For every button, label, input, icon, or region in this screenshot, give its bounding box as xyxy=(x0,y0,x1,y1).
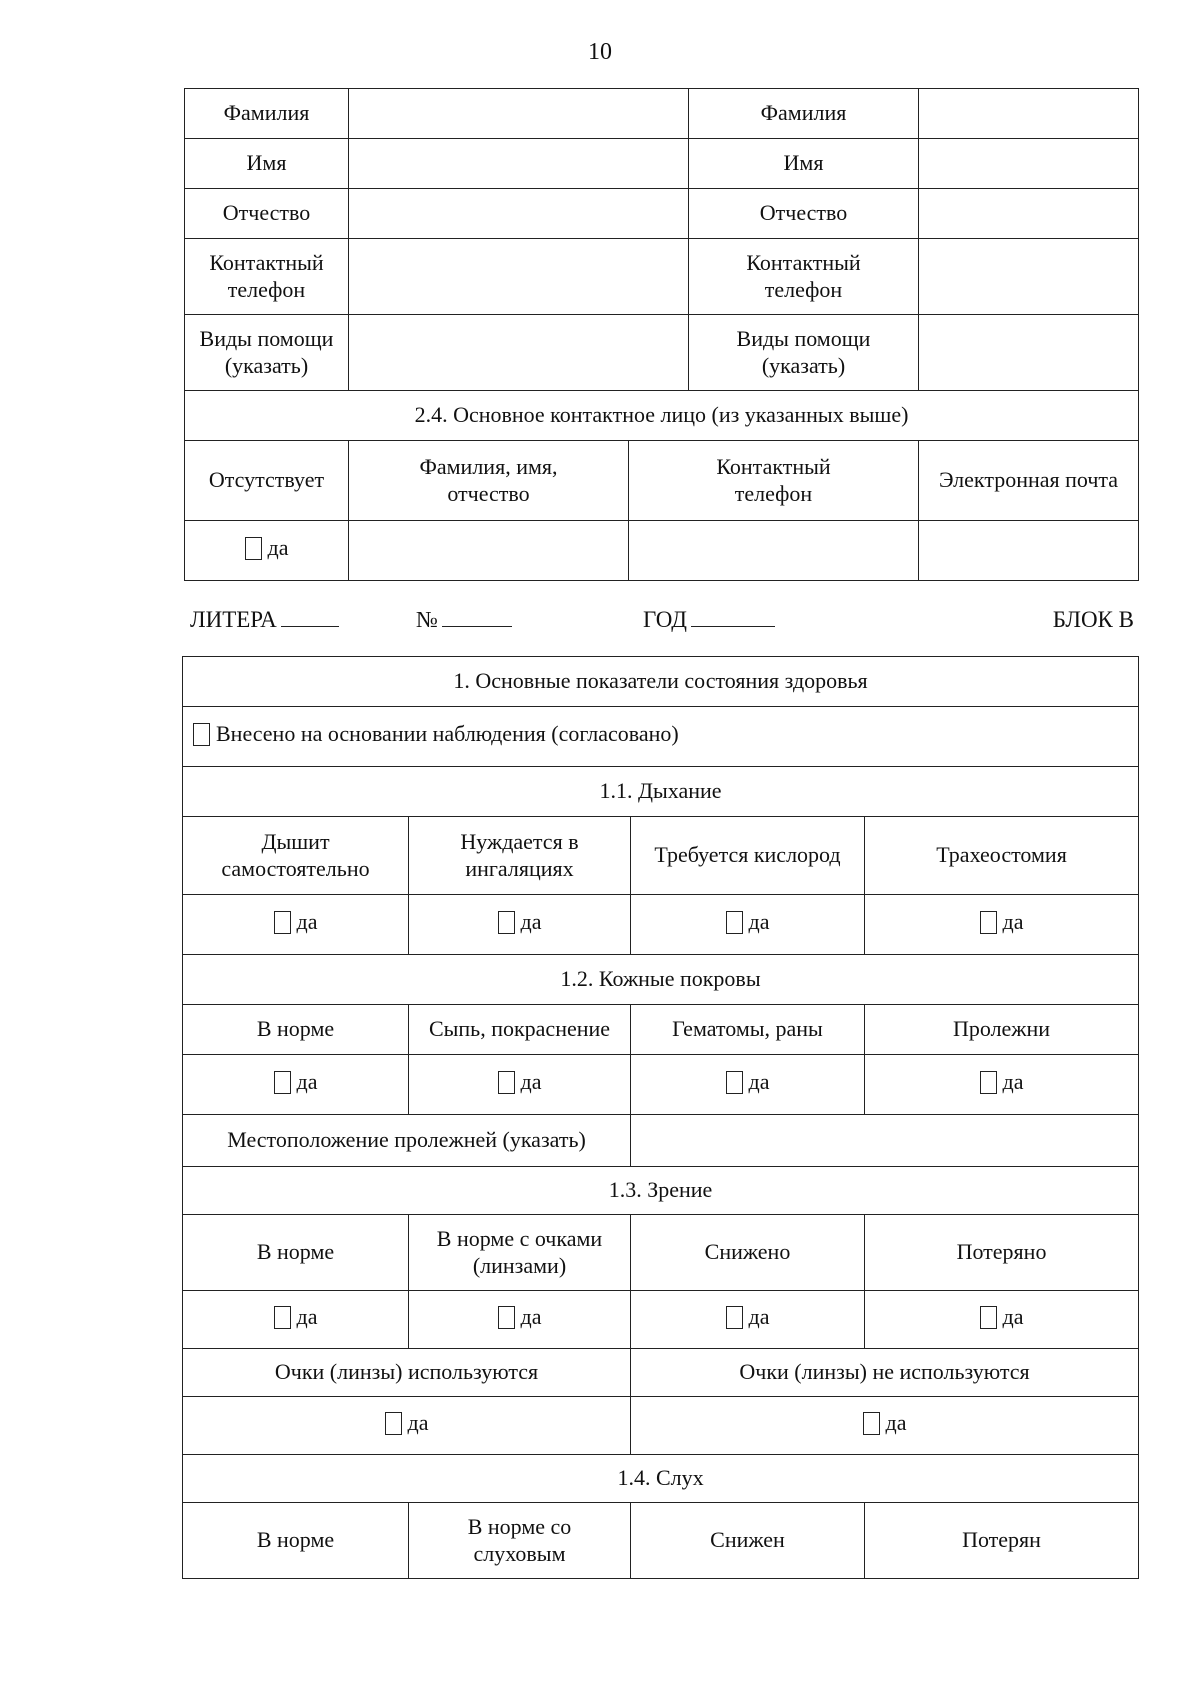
contact1-surname-label: Фамилия xyxy=(185,89,349,139)
vision-glasses-checkbox[interactable] xyxy=(498,1306,515,1329)
checkbox-label: да xyxy=(267,534,289,560)
number-label: № xyxy=(416,607,438,632)
skin-normal-label: В норме xyxy=(183,1005,409,1055)
main-contact-absent-checkbox[interactable] xyxy=(245,537,262,560)
main-contact-fio-label xyxy=(349,441,629,521)
hearing-lost-label: Потерян xyxy=(865,1503,1139,1579)
vision-normal-checkbox-group[interactable] xyxy=(274,1304,318,1330)
checkbox-label: да xyxy=(748,1068,770,1094)
main-contact-email-label: Электронная почта xyxy=(919,441,1139,521)
breathing-inhalation-checkbox-group[interactable] xyxy=(498,909,542,935)
hearing-aid-label xyxy=(409,1503,631,1579)
breathing-oxygen-checkbox-group[interactable] xyxy=(726,909,770,935)
skin-bedsores-label: Пролежни xyxy=(865,1005,1139,1055)
vision-normal-checkbox[interactable] xyxy=(274,1306,291,1329)
checkbox-label: да xyxy=(520,1303,542,1329)
contact1-name-label: Имя xyxy=(185,139,349,189)
main-contact-phone-line2: телефон xyxy=(734,480,813,506)
skin-title: 1.2. Кожные покровы xyxy=(183,955,1139,1005)
skin-wounds-checkbox[interactable] xyxy=(726,1071,743,1094)
contact1-help-label-line2: (указать) xyxy=(224,352,309,378)
skin-rash-checkbox-group[interactable] xyxy=(498,1069,542,1095)
checkbox-label: да xyxy=(748,908,770,934)
glasses-not-used-cell xyxy=(631,1397,1139,1455)
contact1-phone-label-line1: Контактный xyxy=(209,250,324,276)
contact1-phone-field[interactable] xyxy=(349,239,689,315)
glasses-used-checkbox-group[interactable] xyxy=(385,1410,429,1436)
main-contact-phone-line1: Контактный xyxy=(716,454,831,480)
glasses-not-used-checkbox-group[interactable] xyxy=(863,1410,907,1436)
contact1-surname-field[interactable] xyxy=(349,89,689,139)
number-blank[interactable] xyxy=(442,606,512,627)
breathing-self-line2: самостоятельно xyxy=(221,855,370,881)
year-group xyxy=(643,606,775,634)
main-contact-fio-field[interactable] xyxy=(349,521,629,581)
skin-wounds-label: Гематомы, раны xyxy=(631,1005,865,1055)
breathing-inhalation-cell xyxy=(409,895,631,955)
litera-group xyxy=(190,606,339,634)
skin-rash-checkbox[interactable] xyxy=(498,1071,515,1094)
hearing-aid-line2: слуховым xyxy=(473,1540,566,1566)
vision-reduced-checkbox[interactable] xyxy=(726,1306,743,1329)
breathing-title: 1.1. Дыхание xyxy=(183,767,1139,817)
contact1-phone-label xyxy=(185,239,349,315)
vision-glasses-checkbox-group[interactable] xyxy=(498,1304,542,1330)
main-contact-absent-cell xyxy=(185,521,349,581)
glasses-used-cell xyxy=(183,1397,631,1455)
breathing-oxygen-label: Требуется кислород xyxy=(631,817,865,895)
hearing-aid-line1: В норме со xyxy=(467,1514,572,1540)
main-contact-absent-label: Отсутствует xyxy=(185,441,349,521)
vision-lost-checkbox-group[interactable] xyxy=(980,1304,1024,1330)
section-title: 1. Основные показатели состояния здоровья xyxy=(183,657,1139,707)
contact1-patronymic-field[interactable] xyxy=(349,189,689,239)
vision-glasses-cell xyxy=(409,1291,631,1349)
checkbox-label: да xyxy=(1002,1068,1024,1094)
observed-label: Внесено на основании наблюдения (согласовано) xyxy=(216,720,679,746)
breathing-tracheostomy-checkbox-group[interactable] xyxy=(980,909,1024,935)
skin-bedsores-cell xyxy=(865,1055,1139,1115)
main-contact-header: 2.4. Основное контактное лицо (из указанных выше) xyxy=(185,391,1139,441)
contact2-help-label-line1: Виды помощи xyxy=(736,326,871,352)
hearing-reduced-label: Снижен xyxy=(631,1503,865,1579)
breathing-self-line1: Дышит xyxy=(261,829,330,855)
breathing-self-label xyxy=(183,817,409,895)
breathing-inhalation-checkbox[interactable] xyxy=(498,911,515,934)
checkbox-label: да xyxy=(407,1409,429,1435)
main-contact-email-field[interactable] xyxy=(919,521,1139,581)
contact2-help-label-line2: (указать) xyxy=(761,352,846,378)
checkbox-label: да xyxy=(1002,1303,1024,1329)
glasses-used-checkbox[interactable] xyxy=(385,1412,402,1435)
vision-reduced-cell xyxy=(631,1291,865,1349)
contact2-help-label xyxy=(689,315,919,391)
skin-normal-cell xyxy=(183,1055,409,1115)
number-group xyxy=(416,606,512,634)
contact2-name-field[interactable] xyxy=(919,139,1139,189)
breathing-self-checkbox[interactable] xyxy=(274,911,291,934)
form-id-line xyxy=(190,606,1134,640)
vision-normal-label: В норме xyxy=(183,1215,409,1291)
litera-label: ЛИТЕРА xyxy=(190,607,277,632)
skin-normal-checkbox-group[interactable] xyxy=(274,1069,318,1095)
breathing-inhalation-line2: ингаляциях xyxy=(465,855,574,881)
main-contact-fio-line2: отчество xyxy=(447,480,530,506)
vision-title: 1.3. Зрение xyxy=(183,1167,1139,1215)
breathing-self-cell xyxy=(183,895,409,955)
breathing-inhalation-line1: Нуждается в xyxy=(460,829,579,855)
contact2-help-field[interactable] xyxy=(919,315,1139,391)
vision-lost-cell xyxy=(865,1291,1139,1349)
bedsores-location-label: Местоположение пролежней (указать) xyxy=(183,1115,631,1167)
glasses-not-used-label: Очки (линзы) не используются xyxy=(631,1349,1139,1397)
main-contact-phone-field[interactable] xyxy=(629,521,919,581)
health-block-table xyxy=(182,656,1139,1579)
year-label: ГОД xyxy=(643,607,687,632)
breathing-tracheostomy-label: Трахеостомия xyxy=(865,817,1139,895)
skin-wounds-checkbox-group[interactable] xyxy=(726,1069,770,1095)
hearing-title: 1.4. Слух xyxy=(183,1455,1139,1503)
checkbox-label: да xyxy=(296,1068,318,1094)
contact2-patronymic-label: Отчество xyxy=(689,189,919,239)
observed-checkbox-group[interactable] xyxy=(193,721,679,747)
checkbox-label: да xyxy=(520,908,542,934)
observed-checkbox[interactable] xyxy=(193,723,210,746)
contact2-name-label: Имя xyxy=(689,139,919,189)
contact2-phone-label-line1: Контактный xyxy=(746,250,861,276)
skin-rash-label: Сыпь, покраснение xyxy=(409,1005,631,1055)
contact1-help-field[interactable] xyxy=(349,315,689,391)
breathing-oxygen-checkbox[interactable] xyxy=(726,911,743,934)
vision-glasses-line1: В норме с очками xyxy=(436,1226,603,1252)
breathing-self-checkbox-group[interactable] xyxy=(274,909,318,935)
skin-wounds-cell xyxy=(631,1055,865,1115)
main-contact-phone-label xyxy=(629,441,919,521)
observed-cell xyxy=(183,707,1139,767)
contact2-surname-field[interactable] xyxy=(919,89,1139,139)
checkbox-label: да xyxy=(748,1303,770,1329)
contact2-phone-label-line2: телефон xyxy=(764,276,843,302)
contact2-surname-label: Фамилия xyxy=(689,89,919,139)
skin-bedsores-checkbox-group[interactable] xyxy=(980,1069,1024,1095)
checkbox-label: да xyxy=(296,908,318,934)
vision-glasses-line2: (линзами) xyxy=(472,1252,567,1278)
vision-reduced-checkbox-group[interactable] xyxy=(726,1304,770,1330)
block-label: БЛОК В xyxy=(1052,607,1134,632)
contact1-help-label-line1: Виды помощи xyxy=(199,326,334,352)
year-blank[interactable] xyxy=(691,606,775,627)
skin-bedsores-checkbox[interactable] xyxy=(980,1071,997,1094)
breathing-inhalation-label xyxy=(409,817,631,895)
page-number: 10 xyxy=(588,39,612,65)
vision-reduced-label: Снижено xyxy=(631,1215,865,1291)
contacts-table xyxy=(184,88,1139,581)
contact2-patronymic-field[interactable] xyxy=(919,189,1139,239)
vision-glasses-label xyxy=(409,1215,631,1291)
contact2-phone-label xyxy=(689,239,919,315)
checkbox-label: да xyxy=(1002,908,1024,934)
main-contact-fio-line1: Фамилия, имя, xyxy=(419,454,558,480)
breathing-tracheostomy-checkbox[interactable] xyxy=(980,911,997,934)
vision-normal-cell xyxy=(183,1291,409,1349)
breathing-tracheostomy-cell xyxy=(865,895,1139,955)
vision-lost-label: Потеряно xyxy=(865,1215,1139,1291)
vision-lost-checkbox[interactable] xyxy=(980,1306,997,1329)
glasses-not-used-checkbox[interactable] xyxy=(863,1412,880,1435)
checkbox-label: да xyxy=(296,1303,318,1329)
contact2-phone-field[interactable] xyxy=(919,239,1139,315)
skin-rash-cell xyxy=(409,1055,631,1115)
contact1-patronymic-label: Отчество xyxy=(185,189,349,239)
main-contact-absent-checkbox-group[interactable] xyxy=(245,535,289,561)
contact1-name-field[interactable] xyxy=(349,139,689,189)
breathing-oxygen-cell xyxy=(631,895,865,955)
contact1-phone-label-line2: телефон xyxy=(227,276,306,302)
hearing-normal-label: В норме xyxy=(183,1503,409,1579)
bedsores-location-field[interactable] xyxy=(631,1115,1139,1167)
checkbox-label: да xyxy=(885,1409,907,1435)
contact1-help-label xyxy=(185,315,349,391)
glasses-used-label: Очки (линзы) используются xyxy=(183,1349,631,1397)
litera-blank[interactable] xyxy=(281,606,339,627)
skin-normal-checkbox[interactable] xyxy=(274,1071,291,1094)
checkbox-label: да xyxy=(520,1068,542,1094)
